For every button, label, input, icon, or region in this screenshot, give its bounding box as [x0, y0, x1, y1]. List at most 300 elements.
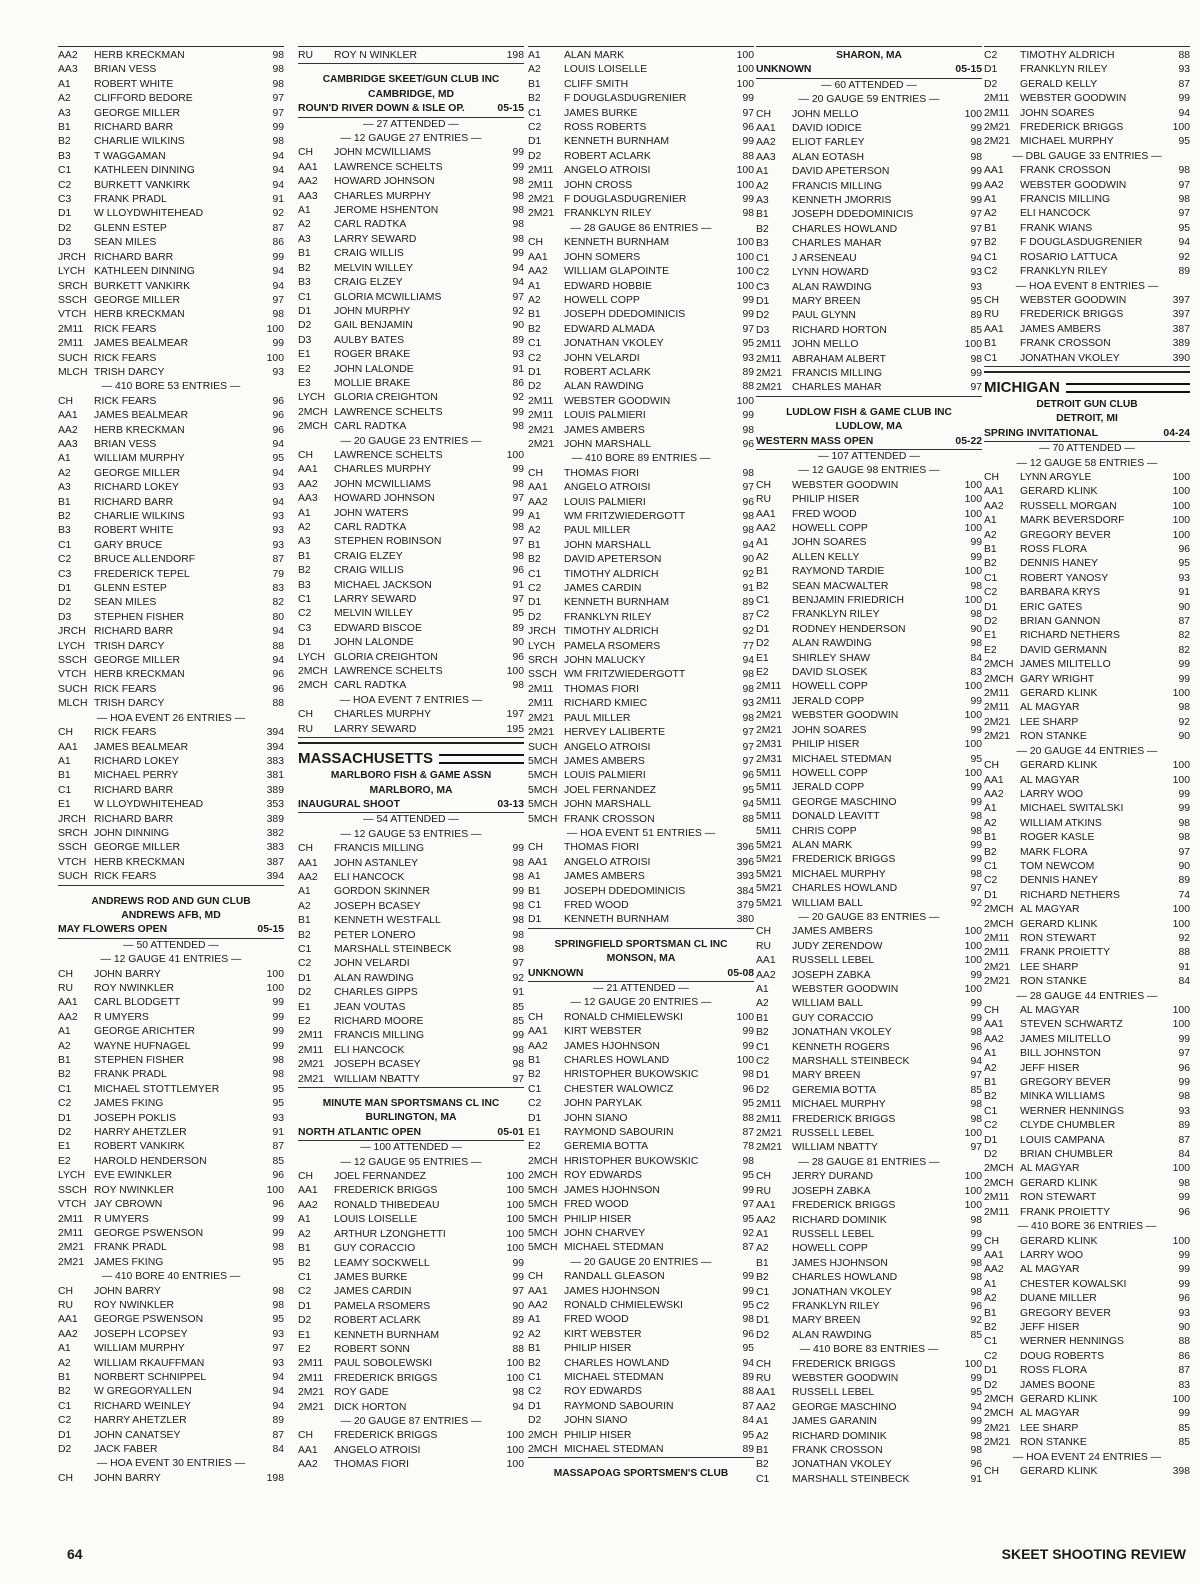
score: 98 [272, 64, 284, 76]
result-row [984, 1364, 1190, 1378]
class-code: JRCH [58, 813, 86, 825]
class-code: 5MCH [528, 770, 558, 782]
class-code: A2 [984, 208, 997, 220]
score: 100 [736, 64, 754, 76]
shooter-name: JAMES GARANIN [792, 1416, 877, 1428]
class-code: B2 [58, 1386, 71, 1398]
score: 100 [1172, 500, 1190, 512]
score: 99 [1178, 1033, 1190, 1045]
shooter-name: RICHARD HORTON [792, 324, 887, 336]
result-row [528, 510, 754, 524]
class-code: 2M11 [984, 1192, 1010, 1204]
shooter-name: RICHARD LOKEY [94, 755, 179, 767]
score: 99 [1178, 1264, 1190, 1276]
result-row [984, 918, 1190, 932]
class-code: C3 [58, 568, 72, 580]
shooter-name: RICHARD BARR [94, 813, 174, 825]
class-code: SRCH [58, 827, 88, 839]
result-row [528, 352, 754, 366]
shooter-name: FRED WOOD [564, 1314, 629, 1326]
attendance: — 50 ATTENDED — [123, 939, 219, 951]
shooter-name: GREGORY BEVER [1020, 1307, 1111, 1319]
score: 89 [970, 310, 982, 322]
result-row [298, 1444, 524, 1458]
score: 99 [970, 537, 982, 549]
result-row [756, 324, 982, 338]
score: 98 [742, 1314, 754, 1326]
shooter-name: JAMES HJOHNSON [564, 1285, 660, 1297]
class-code: D1 [756, 295, 770, 307]
spacer [298, 1088, 524, 1097]
score: 98 [742, 511, 754, 522]
result-row [58, 769, 284, 783]
result-row [984, 1018, 1190, 1032]
score: 91 [272, 194, 284, 206]
class-code: B3 [756, 238, 769, 250]
class-code: D1 [756, 1315, 770, 1327]
club-location: CAMBRIDGE, MD [367, 88, 454, 100]
score: 99 [970, 998, 982, 1010]
shooter-name: HOWELL COPP [792, 523, 868, 534]
score: 88 [512, 1343, 524, 1355]
shooter-name: JERALD COPP [792, 782, 865, 794]
result-row [58, 1054, 284, 1068]
shooter-name: JAMES MILITELLO [1020, 1033, 1111, 1045]
class-code: B1 [756, 1257, 769, 1269]
shooter-name: SHIRLEY SHAW [792, 652, 870, 664]
shooter-name: JONATHAN VKOLEY [792, 1027, 892, 1039]
score: 99 [272, 1011, 284, 1023]
score: 99 [272, 251, 284, 263]
result-row [984, 1321, 1190, 1335]
result-row [984, 1004, 1190, 1018]
shooter-name: BARBARA KRYS [1020, 587, 1101, 599]
score: 100 [964, 767, 982, 779]
result-row [58, 121, 284, 135]
result-row [756, 925, 982, 939]
shooter-name: STEPHEN FISHER [94, 1055, 185, 1067]
shooter-name: GREGORY BEVER [1020, 529, 1111, 541]
class-code: E2 [58, 1155, 71, 1167]
score: 394 [266, 871, 284, 883]
class-code: C1 [984, 1105, 998, 1117]
class-code: B2 [528, 323, 541, 335]
shooter-name: JOHN WATERS [334, 507, 409, 519]
shooter-name: RON STANKE [1020, 1437, 1087, 1449]
state-rule [439, 754, 524, 764]
result-row [58, 1342, 284, 1356]
result-row [58, 1414, 284, 1428]
shooter-name: CARL RADTKA [334, 421, 407, 433]
score: 94 [272, 1400, 284, 1412]
shooter-name: CARL BLODGETT [94, 997, 181, 1009]
class-code: RU [58, 1299, 74, 1311]
result-row [298, 348, 524, 362]
shooter-name: RONALD CHMIELEWSKI [564, 1011, 683, 1023]
shooter-name: EDWARD ALMADA [564, 323, 655, 335]
shooter-name: RUSSELL LEBEL [792, 1228, 875, 1240]
result-row [58, 668, 284, 682]
shooter-name: JOEL FERNANDEZ [564, 784, 656, 796]
shooter-name: ROY EDWARDS [564, 1170, 642, 1182]
shooter-name: JONATHAN VKOLEY [792, 1459, 892, 1471]
score: 99 [970, 839, 982, 851]
gauge-heading: — 12 GAUGE 53 ENTRIES — [340, 828, 482, 840]
shooter-name: ROY NWINKLER [94, 983, 175, 994]
class-code: 2M11 [298, 1358, 324, 1370]
class-code: 2M11 [984, 93, 1010, 105]
result-row [528, 755, 754, 769]
result-row [984, 903, 1190, 917]
shooter-name: LAWRENCE SCHELTS [334, 406, 443, 418]
score: 89 [1178, 875, 1190, 887]
class-code: AA1 [984, 774, 1004, 786]
shooter-name: CHARLES HOWLAND [564, 1357, 670, 1369]
shooter-name: KENNETH ROGERS [792, 1041, 890, 1053]
shooter-name: JAMES HJOHNSON [792, 1257, 888, 1269]
score: 99 [272, 1213, 284, 1225]
score: 98 [272, 1285, 284, 1297]
page-number: 64 [67, 1546, 83, 1562]
score: 97 [742, 1199, 754, 1211]
class-code: VTCH [58, 856, 87, 868]
score: 89 [1178, 1120, 1190, 1132]
shooter-name: KENNETH BURNHAM [564, 597, 670, 609]
score: 98 [272, 1069, 284, 1081]
shooter-name: PAUL MILLER [564, 525, 631, 537]
shooter-name: JAMES FKING [94, 1256, 164, 1268]
score: 92 [742, 568, 754, 580]
shooter-name: MICHAEL SWITALSKI [1020, 803, 1124, 815]
result-row [58, 813, 284, 827]
result-row [528, 1313, 754, 1327]
score: 99 [1178, 788, 1190, 800]
result-row [298, 1058, 524, 1072]
shooter-name: RICHARD DOMINIK [792, 1430, 887, 1442]
shooter-name: LARRY SEWARD [334, 233, 417, 245]
shooter-name: JAMES AMBERS [564, 755, 645, 767]
shooter-name: RONALD THIBEDEAU [334, 1199, 440, 1211]
score: 98 [970, 1286, 982, 1298]
class-code: 2M11 [58, 1227, 84, 1239]
attendance: — 70 ATTENDED — [1039, 443, 1135, 455]
class-code: C1 [756, 1473, 770, 1485]
shooter-name: J ARSENEAU [792, 252, 857, 264]
score: 100 [1172, 515, 1190, 527]
event-header [756, 435, 982, 450]
shooter-name: RICHARD BARR [94, 496, 174, 508]
result-row [756, 1430, 982, 1444]
shooter-name: GEORGE MASCHINO [792, 796, 897, 808]
shooter-name: GARY BRUCE [94, 539, 163, 551]
result-row [58, 1126, 284, 1140]
shooter-name: GUY CORACCIO [792, 1012, 874, 1024]
score: 91 [1178, 961, 1190, 973]
shooter-name: ELIOT FARLEY [792, 137, 865, 149]
result-row [298, 161, 524, 175]
class-code: JRCH [528, 626, 556, 638]
score: 99 [742, 1040, 754, 1052]
class-code: 2MCH [298, 421, 328, 433]
class-code: 2M21 [756, 724, 782, 736]
result-row [58, 553, 284, 567]
club-location: LUDLOW, MA [835, 421, 903, 433]
shooter-name: TIMOTHY ALDRICH [564, 626, 659, 638]
score: 99 [970, 1243, 982, 1255]
result-row [756, 208, 982, 222]
score: 93 [272, 539, 284, 551]
score: 92 [1178, 932, 1190, 944]
class-code: C1 [298, 1271, 312, 1283]
score: 99 [272, 122, 284, 134]
shooter-name: WERNER HENNINGS [1020, 1105, 1124, 1117]
class-code: RU [58, 983, 74, 994]
result-row [984, 1235, 1190, 1249]
shooter-name: PHILIP HISER [792, 494, 860, 506]
result-row [58, 424, 284, 438]
class-code: MLCH [58, 698, 88, 710]
class-code: 5M11 [756, 767, 782, 779]
result-row [756, 1185, 982, 1199]
result-row [984, 121, 1190, 135]
result-row [756, 839, 982, 853]
score: 90 [1178, 601, 1190, 613]
result-row [756, 1127, 982, 1141]
class-code: D1 [984, 1134, 998, 1146]
score: 96 [742, 770, 754, 782]
result-row [984, 500, 1190, 514]
shooter-name: FRANKLYN RILEY [1020, 266, 1108, 278]
result-row [58, 1184, 284, 1198]
result-row [528, 1097, 754, 1111]
class-code: CH [298, 1171, 314, 1183]
score: 98 [272, 78, 284, 90]
shooter-name: RUSSELL LEBEL [792, 1387, 875, 1399]
class-code: A2 [528, 294, 541, 306]
shooter-name: RAYMOND SABOURIN [564, 1127, 674, 1139]
result-row [58, 251, 284, 265]
score: 98 [970, 638, 982, 650]
shooter-name: AL MAGYAR [1020, 1408, 1080, 1420]
class-code: AA2 [528, 1299, 548, 1311]
shooter-name: GLENN ESTEP [94, 222, 167, 234]
shooter-name: HARRY AHETZLER [94, 1127, 187, 1139]
shooter-name: JOSEPH ZABKA [792, 1185, 871, 1197]
shooter-name: MICHAEL STEDMAN [792, 753, 892, 765]
class-code: 2M11 [528, 698, 554, 710]
score: 98 [272, 309, 284, 321]
score: 99 [970, 1228, 982, 1240]
class-code: C2 [984, 50, 998, 61]
score: 99 [970, 367, 982, 379]
result-row [756, 194, 982, 208]
score: 100 [964, 566, 982, 578]
score: 98 [1178, 832, 1190, 844]
result-row [298, 1285, 524, 1299]
result-row [528, 467, 754, 481]
class-code: A1 [756, 166, 769, 178]
score: 93 [272, 511, 284, 522]
class-code: 5M11 [756, 811, 782, 823]
score: 96 [512, 565, 524, 577]
class-code: D2 [984, 1149, 998, 1161]
class-code: A2 [528, 64, 541, 76]
score: 93 [970, 281, 982, 293]
result-row [58, 1068, 284, 1082]
result-row [984, 615, 1190, 629]
shooter-name: HRISTOPHER BUKOWSKIC [564, 1155, 699, 1167]
score: 78 [742, 1141, 754, 1153]
score: 99 [970, 969, 982, 981]
class-code: SSCH [528, 669, 557, 681]
score: 77 [742, 640, 754, 652]
class-code: AA1 [298, 464, 318, 476]
shooter-name: TIMOTHY ALDRICH [1020, 50, 1115, 61]
class-code: 2M11 [298, 1030, 324, 1042]
score: 99 [1178, 659, 1190, 671]
score: 98 [512, 680, 524, 692]
club-name: LUDLOW FISH & GAME CLUB INC [786, 406, 952, 418]
class-code: 2M21 [58, 1256, 84, 1268]
shooter-name: ROBERT SONN [334, 1343, 410, 1355]
score: 99 [1178, 1249, 1190, 1261]
score: 86 [1178, 1350, 1190, 1362]
shooter-name: WILLIAM MURPHY [94, 453, 185, 465]
class-code: D1 [984, 889, 998, 901]
score: 85 [1178, 1437, 1190, 1449]
shooter-name: LOUIS LOISELLE [564, 64, 648, 76]
shooter-name: PAMELA RSOMERS [334, 1300, 431, 1312]
score: 100 [964, 955, 982, 967]
club-name: MASSAPOAG SPORTSMEN'S CLUB [553, 1468, 729, 1480]
shooter-name: FRANKLYN RILEY [564, 611, 652, 623]
class-code: AA1 [528, 856, 548, 868]
class-code: 2M21 [528, 424, 554, 436]
result-row [58, 481, 284, 495]
score: 100 [1172, 1005, 1190, 1016]
shooter-name: MARK FLORA [1020, 846, 1088, 858]
club-name: MARLBORO FISH & GAME ASSN [330, 770, 492, 782]
shooter-name: JOHN MELLO [792, 339, 859, 351]
class-code: B1 [528, 1055, 541, 1067]
score: 99 [1178, 93, 1190, 105]
score: 94 [272, 1371, 284, 1383]
class-code: 2M11 [528, 179, 554, 191]
result-row [528, 1385, 754, 1399]
score: 96 [272, 1170, 284, 1182]
result-row [298, 305, 524, 319]
shooter-name: LAWRENCE SCHELTS [334, 161, 443, 173]
shooter-name: JONATHAN VKOLEY [1020, 352, 1120, 364]
class-code: AA2 [298, 478, 318, 490]
class-code: D3 [756, 324, 770, 336]
class-code: CH [984, 1005, 1000, 1016]
club-name: SHARON, MA [836, 50, 902, 61]
score: 87 [272, 1141, 284, 1153]
score: 98 [512, 205, 524, 217]
shooter-name: ROBERT WHITE [94, 78, 174, 90]
result-row [298, 1044, 524, 1058]
class-code: D2 [528, 611, 542, 623]
shooter-name: SEAN MACWALTER [792, 580, 889, 592]
result-row [756, 969, 982, 983]
shooter-name: JOHN LALONDE [334, 637, 414, 649]
class-code: SUCH [58, 871, 88, 883]
shooter-name: CHARLES MURPHY [334, 709, 431, 721]
shooter-name: BRIAN GANNON [1020, 616, 1101, 628]
score: 90 [1178, 860, 1190, 872]
shooter-name: LARRY WOO [1020, 1249, 1084, 1261]
class-code: AA1 [58, 741, 78, 753]
class-code: D2 [984, 78, 998, 90]
shooter-name: RODNEY HENDERSON [792, 623, 906, 635]
class-code: D2 [298, 987, 312, 999]
class-code: 5MCH [528, 755, 558, 767]
shooter-name: TIMOTHY ALDRICH [564, 568, 659, 580]
class-code: B1 [756, 566, 769, 578]
score: 84 [1178, 1149, 1190, 1161]
score: 94 [742, 655, 754, 667]
score: 100 [1172, 1235, 1190, 1247]
class-code: A2 [756, 1430, 769, 1442]
class-code: RU [756, 1372, 772, 1384]
score: 389 [266, 813, 284, 825]
class-code: MLCH [58, 366, 88, 378]
score: 100 [1172, 1393, 1190, 1405]
gauge-heading: — 28 GAUGE 44 ENTRIES — [1016, 990, 1158, 1002]
gauge-heading: — 20 GAUGE 83 ENTRIES — [798, 911, 940, 923]
shooter-name: RUSSELL MORGAN [1020, 500, 1117, 512]
shooter-name: AL MAGYAR [1020, 1005, 1080, 1016]
class-code: CH [984, 471, 1000, 483]
result-row [298, 1386, 524, 1400]
score: 98 [970, 353, 982, 365]
shooter-name: CARL RADTKA [334, 680, 407, 692]
shooter-name: CHARLES MAHAR [792, 238, 882, 250]
shooter-name: ANGELO ATROISI [564, 165, 651, 177]
result-row [528, 913, 754, 928]
shooter-name: MINKA WILLIAMS [1020, 1091, 1105, 1103]
score: 98 [970, 1027, 982, 1039]
shooter-name: PHILIP HISER [564, 1429, 632, 1441]
gauge-heading: — 20 GAUGE 87 ENTRIES — [340, 1415, 482, 1427]
score: 98 [742, 208, 754, 220]
result-row [984, 337, 1190, 351]
result-row [756, 1199, 982, 1213]
score: 100 [964, 1128, 982, 1140]
result-row [298, 871, 524, 885]
class-code: CH [298, 147, 314, 159]
score: 89 [512, 1315, 524, 1327]
result-row [528, 294, 754, 308]
score: 99 [272, 997, 284, 1009]
score: 94 [970, 252, 982, 264]
score: 82 [272, 597, 284, 609]
shooter-name: SEAN MILES [94, 237, 157, 249]
spacer [58, 886, 284, 895]
event-name: WESTERN MASS OPEN [756, 435, 874, 447]
result-row [298, 1170, 524, 1184]
result-row [58, 568, 284, 582]
shooter-name: ELI HANCOCK [334, 1044, 405, 1056]
score: 100 [1172, 486, 1190, 498]
shooter-name: GEREMIA BOTTA [564, 1141, 649, 1153]
class-code: AA2 [984, 788, 1004, 800]
class-code: 2MCH [984, 659, 1014, 671]
score: 98 [742, 525, 754, 537]
shooter-name: JOSEPH LCOPSEY [94, 1328, 188, 1340]
score: 99 [742, 136, 754, 148]
